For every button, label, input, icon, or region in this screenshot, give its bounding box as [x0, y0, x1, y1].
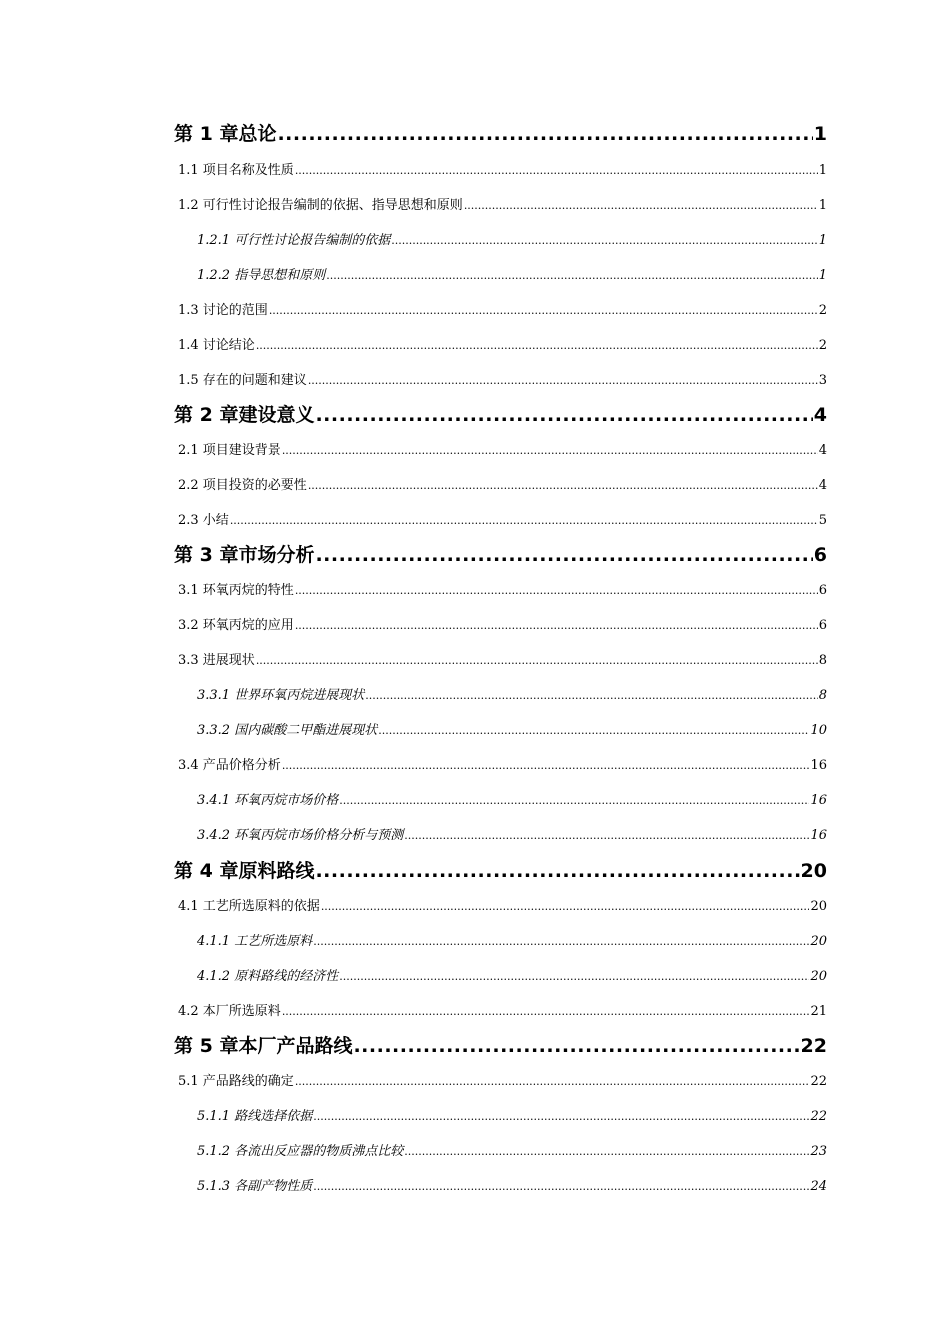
toc-entry-title: 1.2.1 可行性讨论报告编制的依据: [197, 233, 391, 248]
toc-section-entry[interactable]: [178, 898, 827, 916]
toc-dot-leader: [308, 477, 818, 495]
toc-dot-leader: [256, 337, 818, 355]
toc-section-entry[interactable]: [178, 442, 827, 460]
toc-page-number: 22: [810, 1074, 827, 1089]
toc-page-number: 2: [818, 303, 827, 318]
toc-dot-leader: [391, 232, 818, 250]
toc-dot-leader: [339, 792, 809, 810]
toc-page-number: 22: [800, 1035, 827, 1057]
toc-dot-leader: [315, 542, 812, 568]
toc-dot-leader: [269, 302, 818, 320]
toc-page-number: 3: [818, 373, 827, 388]
toc-dot-leader: [326, 267, 818, 285]
toc-entry-title: 4.1.1 工艺所选原料: [197, 934, 313, 949]
toc-page-number: 2: [818, 338, 827, 353]
toc-dot-leader: [282, 442, 818, 460]
toc-dot-leader: [321, 898, 810, 916]
toc-entry-title: 3.1 环氧丙烷的特性: [178, 583, 294, 598]
toc-subsection-entry[interactable]: [197, 1143, 827, 1161]
toc-subsection-entry[interactable]: [197, 827, 827, 845]
toc-page-number: 6: [813, 544, 827, 566]
toc-dot-leader: [313, 1178, 809, 1196]
toc-page-number: 16: [810, 793, 827, 808]
toc-dot-leader: [464, 197, 818, 215]
toc-page-number: 24: [810, 1179, 827, 1194]
toc-page-number: 16: [810, 758, 827, 773]
toc-section-entry[interactable]: [178, 582, 827, 600]
toc-entry-title: 第 1 章总论: [174, 123, 277, 145]
toc-page-number: 4: [818, 443, 827, 458]
toc-entry-title: 第 3 章市场分析: [174, 544, 315, 566]
toc-dot-leader: [378, 722, 809, 740]
toc-subsection-entry[interactable]: [197, 933, 827, 951]
toc-entry-title: 1.2.2 指导思想和原则: [197, 268, 326, 283]
toc-page-number: 8: [818, 688, 827, 703]
toc-dot-leader: [277, 121, 812, 147]
toc-dot-leader: [315, 858, 799, 884]
toc-subsection-entry[interactable]: [197, 1178, 827, 1196]
toc-entry-title: 4.2 本厂所选原料: [178, 1004, 281, 1019]
toc-dot-leader: [295, 162, 818, 180]
toc-dot-leader: [313, 933, 809, 951]
toc-page-number: 20: [810, 934, 827, 949]
toc-entry-title: 3.4.1 环氧丙烷市场价格: [197, 793, 339, 808]
toc-entry-title: 第 2 章建设意义: [174, 404, 315, 426]
toc-page-number: 20: [810, 899, 827, 914]
toc-dot-leader: [295, 1073, 810, 1091]
toc-entry-title: 第 4 章原料路线: [174, 860, 315, 882]
toc-entry-title: 5.1.3 各副产物性质: [197, 1179, 313, 1194]
toc-section-entry[interactable]: [178, 162, 827, 180]
toc-entry-title: 1.1 项目名称及性质: [178, 163, 294, 178]
toc-dot-leader: [404, 1143, 809, 1161]
toc-subsection-entry[interactable]: [197, 968, 827, 986]
toc-page-number: 1: [818, 268, 827, 283]
toc-page-number: 6: [818, 583, 827, 598]
toc-subsection-entry[interactable]: [197, 722, 827, 740]
toc-section-entry[interactable]: [178, 757, 827, 775]
toc-dot-leader: [353, 1033, 799, 1059]
toc-page-number: 16: [810, 828, 827, 843]
toc-page-number: 21: [810, 1004, 827, 1019]
toc-chapter-entry[interactable]: [174, 402, 827, 428]
toc-entry-title: 5.1.1 路线选择依据: [197, 1109, 313, 1124]
toc-dot-leader: [256, 652, 818, 670]
toc-section-entry[interactable]: [178, 617, 827, 635]
toc-entry-title: 1.3 讨论的范围: [178, 303, 268, 318]
toc-dot-leader: [282, 1003, 810, 1021]
toc-section-entry[interactable]: [178, 372, 827, 390]
toc-section-entry[interactable]: [178, 337, 827, 355]
toc-entry-title: 3.2 环氧丙烷的应用: [178, 618, 294, 633]
toc-dot-leader: [365, 687, 818, 705]
toc-chapter-entry[interactable]: [174, 121, 827, 147]
toc-entry-title: 5.1 产品路线的确定: [178, 1074, 294, 1089]
toc-entry-title: 5.1.2 各流出反应器的物质沸点比较: [197, 1144, 404, 1159]
toc-page-number: 5: [818, 513, 827, 528]
toc-entry-title: 3.4.2 环氧丙烷市场价格分析与预测: [197, 828, 404, 843]
toc-page-number: 1: [813, 123, 827, 145]
toc-entry-title: 4.1 工艺所选原料的依据: [178, 899, 320, 914]
toc-section-entry[interactable]: [178, 1003, 827, 1021]
toc-entry-title: 2.1 项目建设背景: [178, 443, 281, 458]
toc-section-entry[interactable]: [178, 1073, 827, 1091]
toc-entry-title: 第 5 章本厂产品路线: [174, 1035, 353, 1057]
toc-section-entry[interactable]: [178, 197, 827, 215]
toc-entry-title: 3.3.2 国内碳酸二甲酯进展现状: [197, 723, 378, 738]
toc-page-number: 1: [818, 163, 827, 178]
toc-section-entry[interactable]: [178, 652, 827, 670]
toc-dot-leader: [308, 372, 818, 390]
toc-page-number: 1: [818, 233, 827, 248]
toc-entry-title: 3.4 产品价格分析: [178, 758, 281, 773]
toc-dot-leader: [295, 582, 818, 600]
toc-entry-title: 1.4 讨论结论: [178, 338, 255, 353]
toc-dot-leader: [315, 402, 812, 428]
toc-entry-title: 1.5 存在的问题和建议: [178, 373, 307, 388]
toc-entry-title: 3.3.1 世界环氧丙烷进展现状: [197, 688, 365, 703]
toc-page-number: 23: [810, 1144, 827, 1159]
toc-page-number: 6: [818, 618, 827, 633]
toc-page-number: 4: [818, 478, 827, 493]
toc-entry-title: 1.2 可行性讨论报告编制的依据、指导思想和原则: [178, 198, 463, 213]
toc-section-entry[interactable]: [178, 477, 827, 495]
toc-chapter-entry[interactable]: [174, 542, 827, 568]
toc-entry-title: 4.1.2 原料路线的经济性: [197, 969, 339, 984]
toc-chapter-entry[interactable]: [174, 858, 827, 884]
toc-dot-leader: [230, 512, 818, 530]
toc-page-number: 10: [810, 723, 827, 738]
toc-subsection-entry[interactable]: [197, 232, 827, 250]
toc-dot-leader: [313, 1108, 809, 1126]
toc-subsection-entry[interactable]: [197, 792, 827, 810]
toc-page-number: 22: [810, 1109, 827, 1124]
toc-entry-title: 2.2 项目投资的必要性: [178, 478, 307, 493]
toc-section-entry[interactable]: [178, 512, 827, 530]
toc-dot-leader: [282, 757, 810, 775]
toc-page-number: 20: [800, 860, 827, 882]
toc-subsection-entry[interactable]: [197, 687, 827, 705]
toc-page-number: 20: [810, 969, 827, 984]
toc-page-number: 4: [813, 404, 827, 426]
toc-chapter-entry[interactable]: [174, 1033, 827, 1059]
toc-page-number: 8: [818, 653, 827, 668]
toc-dot-leader: [404, 827, 809, 845]
toc-entry-title: 2.3 小结: [178, 513, 229, 528]
toc-dot-leader: [295, 617, 818, 635]
toc-subsection-entry[interactable]: [197, 267, 827, 285]
toc-page-number: 1: [818, 198, 827, 213]
toc-section-entry[interactable]: [178, 302, 827, 320]
toc-dot-leader: [339, 968, 809, 986]
toc-subsection-entry[interactable]: [197, 1108, 827, 1126]
toc-entry-title: 3.3 进展现状: [178, 653, 255, 668]
